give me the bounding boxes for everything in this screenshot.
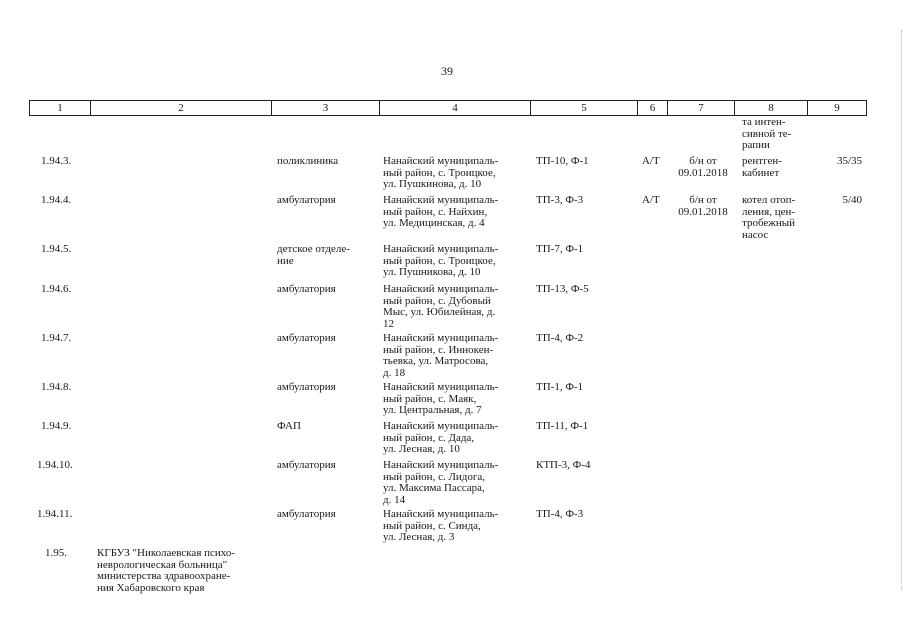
col-header-1: 1 bbox=[30, 101, 91, 116]
row-number: 1.94.11. bbox=[37, 508, 73, 520]
col-header-4: 4 bbox=[380, 101, 531, 116]
facility-type: амбулатория bbox=[277, 508, 336, 520]
substation-feeder: ТП-10, Ф-1 bbox=[536, 155, 589, 167]
col9-value: 5/40 bbox=[842, 194, 862, 206]
col-header-3: 3 bbox=[272, 101, 380, 116]
col6-value: А/Т bbox=[642, 194, 660, 206]
substation-feeder: ТП-13, Ф-5 bbox=[536, 283, 589, 295]
row-number: 1.94.4. bbox=[41, 194, 72, 206]
facility-type: амбулатория bbox=[277, 459, 336, 471]
carry-over-text: та интен- сивной те- рапии bbox=[742, 116, 792, 151]
facility-type: амбулатория bbox=[277, 283, 336, 295]
substation-feeder: ТП-1, Ф-1 bbox=[536, 381, 584, 393]
facility-type: ФАП bbox=[277, 420, 301, 432]
row-number: 1.94.8. bbox=[41, 381, 72, 393]
col8-value: рентген- кабинет bbox=[742, 155, 782, 179]
row-number: 1.94.3. bbox=[41, 155, 72, 167]
facility-address: Нанайский муниципаль- ный район, с. Маяк, ул. Центральная, д. 7 bbox=[383, 381, 499, 416]
column-header-row bbox=[29, 100, 867, 116]
facility-type: поликлиника bbox=[277, 155, 339, 167]
row-number: 1.94.5. bbox=[41, 243, 72, 255]
facility-address: Нанайский муниципаль- ный район, с. Лидога, ул. Максима Пассара, д. 14 bbox=[383, 459, 499, 506]
substation-feeder: ТП-3, Ф-3 bbox=[536, 194, 584, 206]
substation-feeder: ТП-4, Ф-2 bbox=[536, 332, 584, 344]
row-number: 1.95. bbox=[45, 547, 67, 559]
col-header-9: 9 bbox=[808, 101, 867, 116]
col-header-5: 5 bbox=[531, 101, 638, 116]
facility-address: Нанайский муниципаль- ный район, с. Дубовый Мыс, ул. Юбилейная, д. 12 bbox=[383, 283, 499, 330]
facility-address: Нанайский муниципаль- ный район, с. Синда, ул. Лесная, д. 3 bbox=[383, 508, 499, 543]
col7-value: б/н от 09.01.2018 bbox=[678, 194, 728, 218]
facility-type: амбулатория bbox=[277, 194, 336, 206]
row-number: 1.94.6. bbox=[41, 283, 72, 295]
substation-feeder: КТП-3, Ф-4 bbox=[536, 459, 591, 471]
col7-value: б/н от 09.01.2018 bbox=[678, 155, 728, 179]
substation-feeder: ТП-4, Ф-3 bbox=[536, 508, 584, 520]
facility-address: Нанайский муниципаль- ный район, с. Дада, ул. Лесная, д. 10 bbox=[383, 420, 499, 455]
row-number: 1.94.7. bbox=[41, 332, 72, 344]
col9-value: 35/35 bbox=[836, 155, 862, 167]
col-header-6: 6 bbox=[638, 101, 668, 116]
facility-type: амбулатория bbox=[277, 332, 336, 344]
substation-feeder: ТП-11, Ф-1 bbox=[536, 420, 589, 432]
facility-address: Нанайский муниципаль- ный район, с. Найхин, ул. Медицинская, д. 4 bbox=[383, 194, 499, 229]
row-number: 1.94.10. bbox=[37, 459, 73, 471]
col-header-7: 7 bbox=[668, 101, 735, 116]
facility-address: Нанайский муниципаль- ный район, с. Троицкое, ул. Пушкинова, д. 10 bbox=[383, 155, 499, 190]
col8-value: котел отоп- ления, цен- тробежный насос bbox=[742, 194, 796, 241]
col-header-8: 8 bbox=[735, 101, 808, 116]
col-header-2: 2 bbox=[91, 101, 272, 116]
facility-address: Нанайский муниципаль- ный район, с. Иннокен- тьевка, ул. Матросова, д. 18 bbox=[383, 332, 499, 379]
facility-type: детское отделе- ние bbox=[277, 243, 350, 267]
row-number: 1.94.9. bbox=[41, 420, 72, 432]
page-edge-line bbox=[900, 30, 902, 590]
facility-address: Нанайский муниципаль- ный район, с. Троицкое, ул. Пушникова, д. 10 bbox=[383, 243, 499, 278]
page-number: 39 bbox=[441, 64, 453, 78]
organization-name: КГБУЗ "Николаевская психо- неврологическая больница" министерства здравоохране- ния Хабаровского края bbox=[97, 547, 236, 594]
facility-type: амбулатория bbox=[277, 381, 336, 393]
substation-feeder: ТП-7, Ф-1 bbox=[536, 243, 584, 255]
col6-value: А/Т bbox=[642, 155, 660, 167]
